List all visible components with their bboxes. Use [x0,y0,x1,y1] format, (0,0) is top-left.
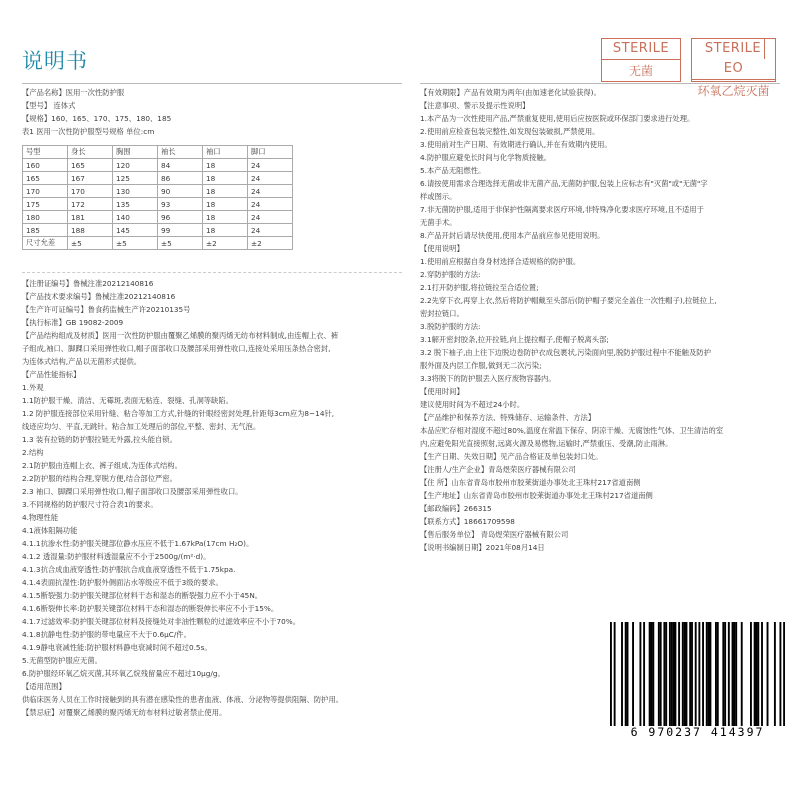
barcode-bar [632,622,634,726]
page-title: 说明书 [22,49,88,73]
text-line: 3.2 脱下袖子,由上往下边脱边卷防护衣成包裹状,污染面向里,脱防护服过程中不能触及防护 [420,348,711,357]
table-header-cell: 号型 [23,146,68,159]
text-line: 线迹应均匀、平直,无跳针。粘合加工处理后的部位,平整、密封、无气泡。 [22,422,261,431]
barcode-bar [610,622,612,726]
barcode-bar [708,622,710,726]
text-line: 4.防护服应避免长时间与化学物质接触。 [420,153,552,162]
text-line: 4.1.6断裂伸长率:防护服关键部位材料干态和湿态的断裂伸长率应不小于15%。 [22,604,279,613]
table-cell: 188 [68,224,113,237]
barcode-bar [621,622,623,726]
table-header-row [23,146,293,159]
table-cell: 165 [23,172,68,185]
text-line: 无菌手术。 [420,218,457,227]
text-line: 4.1.1抗渗水性:防护服关键部位静水压应不低于1.67kPa(17cm H₂O)。 [22,539,254,548]
barcode-bar [682,622,684,726]
text-line: 【使用说明】 [420,244,464,253]
text-line: 3.脱防护服的方法: [420,322,481,331]
table-row [23,159,293,172]
text-line: 2.结构 [22,448,44,457]
barcode-bar [686,622,688,726]
barcode-bar [706,622,708,726]
barcode-bar [756,622,758,726]
barcode-bar [728,622,730,726]
barcode-bar [614,622,616,726]
text-line: 4.1.9静电衰减性能:防护服材料静电衰减时间不超过0.5s。 [22,643,212,652]
table-cell: 84 [158,159,203,172]
table-cell: ±5 [68,237,113,250]
barcode-bar [695,622,697,726]
table-cell: 145 [113,224,158,237]
text-line: 【产品技术要求编号】鲁械注准20212140816 [22,292,176,301]
sterile-eo-badge-zh: 环氧乙烷灭菌 [697,84,770,98]
text-line: 3.3将脱下的防护服丢入医疗废物容器内。 [420,374,556,383]
table-cell: 18 [203,185,248,198]
table-cell: ±5 [158,237,203,250]
table-cell: 185 [23,224,68,237]
text-line: 7.非无菌防护服,适用于非保护性隔离要求医疗环境,非特殊净化要求医疗环境,且不适用于 [420,205,704,214]
table-cell: 125 [113,172,158,185]
table-cell: 24 [248,159,293,172]
text-line: 1.3 装有拉链的防护服拉链无外露,拉头能自锁。 [22,435,177,444]
barcode-bar [709,622,711,726]
text-line: 4.1.7过滤效率:防护服关键部位材料及接缝处对非油性颗粒的过滤效率应不小于70%。 [22,617,301,626]
barcode-bar [649,622,651,726]
text-line: 【注意事项、警示及提示性说明】 [420,101,530,110]
barcode-bar [733,622,735,726]
divider-left [22,83,402,84]
text-line: 3.使用前对生产日期、有效期进行确认,并在有效期内使用。 [420,140,612,149]
text-line: 密封拉链口。 [420,309,464,318]
text-line: 【禁忌症】对覆聚乙烯膜的聚丙烯无纺布材料过敏者禁止使用。 [22,708,227,717]
barcode-bar [724,622,726,726]
barcode-bar [750,622,752,726]
barcode-number: 6 970237 414397 [630,725,765,739]
text-line: 1.本产品为一次性使用产品,严禁重复使用,使用后应按医院或环保部门要求进行处理。 [420,114,695,123]
barcode-bar [684,622,686,726]
text-line: 【生产许可证编号】鲁食药监械生产许20210135号 [22,305,191,314]
text-line: 4.1.3抗合成血液穿透性:防护服抗合成血液穿透性不低于1.75kpa. [22,565,236,574]
barcode-bar [702,622,704,726]
barcode-bar [625,622,627,726]
barcode-bar [741,622,743,726]
barcode-bar [689,622,691,726]
text-line: 4.1.2 透湿量:防护服材料透湿量应不小于2500g/(m²·d)。 [22,552,211,561]
table-cell: 18 [203,172,248,185]
table-cell: 180 [23,211,68,224]
barcode-bar [783,622,785,726]
barcode-bar [754,622,756,726]
table-cell: 170 [68,185,113,198]
barcode-bar [660,622,662,726]
table-cell: 18 [203,224,248,237]
barcode-bar [722,622,724,726]
table-header-cell: 袖口 [203,146,248,159]
barcode-bar [652,622,654,726]
text-line: 【规格】160、165、170、175、180、185 [22,114,172,123]
text-line: 2.使用前应检查包装完整性,如发现包装破损,严禁使用。 [420,127,600,136]
text-line: 2.2先穿下衣,再穿上衣,然后将防护帽戴至头部后(防护帽子要完全盖住一次性帽子),拉链拉上, [420,296,717,305]
text-line: 1.2 防护服连接部位采用针缝、粘合等加工方式,针缝的针眼经密封处理,针距每3cm应为8~14针, [22,409,335,418]
barcode-bar [698,622,700,726]
table-cell: 165 [68,159,113,172]
text-line: 2.3 袖口、脚踝口采用弹性收口,帽子面部收口及腰部采用弹性收口。 [22,487,243,496]
text-line: 5.本产品无阻燃性。 [420,166,486,175]
sterile-badge [601,38,681,82]
table-cell: 181 [68,211,113,224]
text-line: 2.1防护服由连帽上衣、裤子组成,为连体式结构。 [22,461,182,470]
table-row [23,185,293,198]
text-line: 2.穿防护服的方法: [420,270,481,279]
table-cell: 90 [158,185,203,198]
table-row [23,224,293,237]
table-cell: 86 [158,172,203,185]
text-line: 【注册人/生产企业】青岛煜荣医疗器械有限公司 [420,465,576,474]
barcode-bar [674,622,676,726]
text-line: 【产品名称】医用一次性防护服 [22,88,125,97]
text-line: 【邮政编码】266315 [420,504,492,513]
table-header-cell: 袖长 [158,146,203,159]
table-cell: 24 [248,185,293,198]
table-cell: 160 [23,159,68,172]
barcode-bar [643,622,645,726]
barcode-bar [671,622,673,726]
barcode-bar [735,622,737,726]
text-line: 4.1.4表面抗湿性:防护服外侧面沾水等级应不低于3级的要求。 [22,578,223,587]
table-body [23,159,293,250]
eo-text: EO [723,61,744,76]
text-line: 4.物理性能 [22,513,59,522]
table-cell: 96 [158,211,203,224]
text-line: 4.1.5断裂强力:防护服关键部位材料干态和湿态的断裂强力应不小于45N。 [22,591,263,600]
sterile-eo-badge [691,38,776,98]
table-cell: 18 [203,159,248,172]
text-line: 1.使用前应根据自身身材选择合适规格的防护服。 [420,257,581,266]
table-cell: 24 [248,198,293,211]
text-line: 4.1.8抗静电性:防护服的带电量应不大于0.6μC/件。 [22,630,191,639]
text-line: 【产品结构组成及材质】医用一次性防护服由覆聚乙烯膜的聚丙烯无纺布材料制成,由连帽上衣、裤 [22,331,339,340]
text-line: 【生产日期、失效日期】见产品合格证及单包装封口处。 [420,452,603,461]
text-line: 【说明书编制日期】2021年08月14日 [420,543,545,552]
text-line: 【联系方式】18661709598 [420,517,515,526]
text-line: 【产品性能指标】 [22,370,81,379]
registration-and-performance-block [22,277,402,719]
text-line: 2.2防护服的结构合理,穿脱方便,结合部位严密。 [22,474,177,483]
sterile-badge-zh: 无菌 [628,64,653,78]
table-header-cell: 脚口 [248,146,293,159]
text-line: 【有效期限】产品有效期为两年(由加速老化试验获得)。 [420,88,601,97]
text-line: 8.产品开封后请尽快使用,使用本产品前应参见使用说明。 [420,231,605,240]
text-line: 5.无菌型防护服应无菌。 [22,656,102,665]
table-cell: 99 [158,224,203,237]
text-line: 3.不同规格的防护服尺寸符合表1的要求。 [22,500,158,509]
table-cell: 140 [113,211,158,224]
divider-right [420,83,780,84]
barcode-bar [627,622,629,726]
text-line: 为连体式结构,产品以无菌形式提供。 [22,357,142,366]
text-line: 子组成,袖口、脚踝口采用弹性收口,帽子面部收口及腰部采用弹性收口,连接处采用压条热合密封, [22,344,331,353]
barcode-bar [663,622,665,726]
text-line: 【适用范围】 [22,682,66,691]
text-line: 1.外观 [22,383,44,392]
table-cell: 170 [23,185,68,198]
table-cell: 172 [68,198,113,211]
barcode-bar [779,622,781,726]
text-line: 【型号】 连体式 [22,101,76,110]
text-line: 【住 所】山东省青岛市胶州市胶莱街道办事处北王珠村217省道南侧 [420,478,641,487]
table-cell: 尺寸允差 [23,237,68,250]
table-row [23,172,293,185]
table-cell: ±2 [248,237,293,250]
table-cell: 135 [113,198,158,211]
table-cell: 24 [248,211,293,224]
table-cell: 167 [68,172,113,185]
table-cell: 175 [23,198,68,211]
barcode-bar [767,622,769,726]
table-cell: 18 [203,211,248,224]
table-cell: 130 [113,185,158,198]
instructions-block [420,86,780,554]
badge-divider [764,39,765,59]
table-cell: 24 [248,172,293,185]
sterile-badge-en: STERILE [602,39,680,60]
text-line: 本品应贮存相对湿度不超过80%,温度在常温下保存、阴凉干燥、无腐蚀性气体、卫生清洁的室 [420,426,724,435]
barcode-bar [673,622,675,726]
text-line: 6.请按使用需求合理选择无菌或非无菌产品,无菌防护服,包装上应标志有"灭菌"或"无菌"字 [420,179,708,188]
barcode-bars [610,622,785,726]
text-line: 【生产地址】山东省青岛市胶州市胶莱街道办事处北王珠村217省道南侧 [420,491,653,500]
text-line: 【执行标准】GB 19082-2009 [22,318,124,327]
barcode-bar [757,622,759,726]
barcode [610,622,785,742]
size-spec-table [22,145,293,250]
barcode-bar [639,622,641,726]
barcode-bar [658,622,660,726]
barcode-bar [691,622,693,726]
table-row [23,237,293,250]
barcode-bar [717,622,719,726]
table-cell: ±5 [113,237,158,250]
table-row [23,211,293,224]
text-line: 建议使用时间为不超过24小时。 [420,400,525,409]
table-row [23,198,293,211]
table-cell: 24 [248,224,293,237]
text-line: 【注册证编号】鲁械注准20212140816 [22,279,154,288]
sterile-eo-text: STERILE [704,41,762,56]
text-line: 2.1打开防护服,将拉链拉至合适位置; [420,283,539,292]
text-line: 4.1液体阻隔功能 [22,526,78,535]
barcode-bar [678,622,680,726]
text-line: 【产品维护和保养方法、特殊储存、运输条件、方法】 [420,413,596,422]
barcode-bar [761,622,763,726]
product-info-block [22,86,402,138]
barcode-bar [665,622,667,726]
barcode-bar [732,622,734,726]
text-line: 供临床医务人员在工作时接触到的具有潜在感染性的患者血液、体液、分泌物等提供阻隔、防护用。 [22,695,344,704]
table-cell: 18 [203,198,248,211]
barcode-bar [774,622,776,726]
barcode-bar [669,622,671,726]
table-header-cell: 胸围 [113,146,158,159]
text-line: 内,应避免阳光直接照射,远离火源及易燃物,运输时,严禁重压、受潮,防止雨淋。 [420,439,673,448]
sterile-eo-badge-en [692,39,775,80]
barcode-bar [715,622,717,726]
text-line: 6.防护服经环氧乙烷灭菌,其环氧乙烷残留量应不超过10μg/g。 [22,669,225,678]
table-cell: 120 [113,159,158,172]
table-cell: 93 [158,198,203,211]
text-line: 【使用时间】 [420,387,464,396]
text-line: 表1 医用一次性防护服型号规格 单位:cm [22,127,155,136]
barcode-bar [651,622,653,726]
text-line: 服外面及内层工作服,做到无二次污染; [420,361,542,370]
section-divider [22,272,402,273]
table-cell: ±2 [203,237,248,250]
text-line: 样或图示。 [420,192,457,201]
table-header-cell: 身长 [68,146,113,159]
text-line: 1.1防护服干燥、清洁、无霉斑,表面无粘连、裂缝、孔洞等缺陷。 [22,396,233,405]
text-line: 【售后服务单位】 青岛煜荣医疗器械有限公司 [420,530,569,539]
text-line: 3.1解开密封胶条,拉开拉链,向上提拉帽子,使帽子脱离头部; [420,335,609,344]
